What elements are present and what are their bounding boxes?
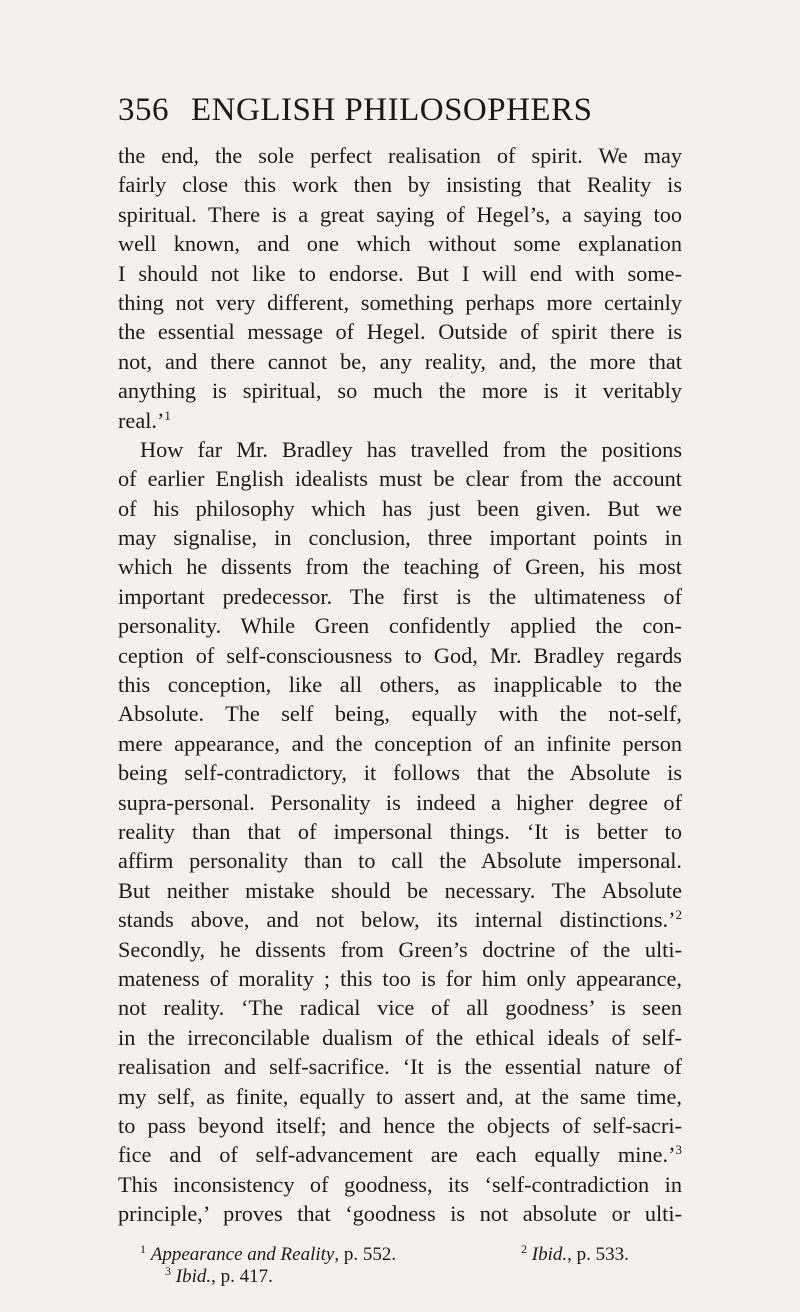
text-line: mere appearance, and the conception of an infinite person	[118, 730, 682, 756]
text-line: principle,’ proves that ‘goodness is not absolute or ulti-	[118, 1201, 682, 1227]
text-line: which he dissents from the teaching of Green, his most	[118, 554, 682, 580]
footnote-marker: 2	[675, 907, 682, 923]
footnotes	[118, 1244, 678, 1288]
text-line: supra-personal. Personality is indeed a higher degree of	[118, 789, 682, 815]
text-line: my self, as finite, equally to assert and, at the same time,	[118, 1083, 682, 1109]
text-line: in the irreconcilable dualism of the ethical ideals of self-	[118, 1024, 682, 1050]
footnote-row	[118, 1244, 678, 1266]
running-title: ENGLISH PHILOSOPHERS	[191, 92, 593, 128]
footnote-number: 3	[165, 1264, 171, 1278]
text-line: This inconsistency of goodness, its ‘self-contradiction in	[118, 1171, 682, 1197]
footnote-number: 1	[140, 1242, 146, 1256]
footnote-marker: 1	[164, 407, 171, 423]
text-line: the essential message of Hegel. Outside of spirit there is	[118, 319, 682, 345]
line-text: real.’	[118, 407, 165, 433]
text-line: But neither mistake should be necessary. The Absolute	[118, 877, 682, 903]
text-line: this conception, like all others, as inapplicable to the	[118, 672, 682, 698]
text-line: Secondly, he dissents from Green’s doctrine of the ulti-	[118, 936, 682, 962]
footnote-ref: , p. 533.	[567, 1244, 629, 1265]
text-line: ception of self-consciousness to God, Mr. Bradley regards	[118, 642, 682, 668]
line-text: fice and of self-advancement are each equally mine.’	[118, 1142, 676, 1168]
text-line: personality. While Green confidently applied the con-	[118, 613, 682, 639]
footnote-ref: , p. 552.	[334, 1244, 397, 1265]
footnote-title: Ibid.	[175, 1266, 212, 1287]
text-line: reality than that of impersonal things. ‘It is better to	[118, 818, 682, 844]
footnote-ref: , p. 417.	[211, 1266, 273, 1287]
text-line: I should not like to endorse. But I will end with some-	[118, 260, 682, 286]
running-header	[118, 90, 678, 130]
text-line: being self-contradictory, it follows that the Absolute is	[118, 760, 682, 786]
footnote-title: Appearance and Reality	[150, 1244, 335, 1265]
text-line: not, and there cannot be, any reality, and, the more that	[118, 348, 682, 374]
footnote-title: Ibid.	[531, 1244, 568, 1265]
text-line	[118, 1140, 682, 1169]
text-line: important predecessor. The first is the ultimateness of	[118, 583, 682, 609]
text-line: of his philosophy which has just been given. But we	[118, 495, 682, 521]
text-line: realisation and self-sacrifice. ‘It is the essential nature of	[118, 1054, 682, 1080]
text-line: Absolute. The self being, equally with the not-self,	[118, 701, 682, 727]
text-line: thing not very different, something perhaps more certainly	[118, 289, 682, 315]
footnote-marker: 3	[675, 1142, 682, 1158]
text-line: may signalise, in conclusion, three important points in	[118, 525, 682, 551]
text-line: not reality. ‘The radical vice of all goodness’ is seen	[118, 995, 682, 1021]
text-line: to pass beyond itself; and hence the objects of self-sacri-	[118, 1112, 682, 1138]
text-line	[118, 406, 682, 435]
footnote-number: 2	[521, 1242, 527, 1256]
footnote-2	[521, 1244, 629, 1266]
text-line: fairly close this work then by insisting that Reality is	[118, 172, 682, 198]
text-line: spiritual. There is a great saying of Hegel’s, a saying too	[118, 201, 682, 227]
text-line: affirm personality than to call the Absolute impersonal.	[118, 848, 682, 874]
text-line: well known, and one which without some explanation	[118, 231, 682, 257]
line-text: stands above, and not below, its internal distinctions.’	[118, 907, 676, 933]
text-line: How far Mr. Bradley has travelled from the positions	[140, 436, 682, 462]
text-line: of earlier English idealists must be clear from the account	[118, 466, 682, 492]
body-text	[118, 141, 682, 1228]
footnote-3	[118, 1266, 678, 1288]
text-line	[118, 905, 682, 934]
page-number: 356	[118, 92, 169, 128]
text-line: the end, the sole perfect realisation of spirit. We may	[118, 143, 682, 168]
text-line: anything is spiritual, so much the more is it veritably	[118, 378, 682, 404]
text-line: mateness of morality ; this too is for him only appearance,	[118, 965, 682, 991]
footnote-1	[140, 1244, 396, 1266]
